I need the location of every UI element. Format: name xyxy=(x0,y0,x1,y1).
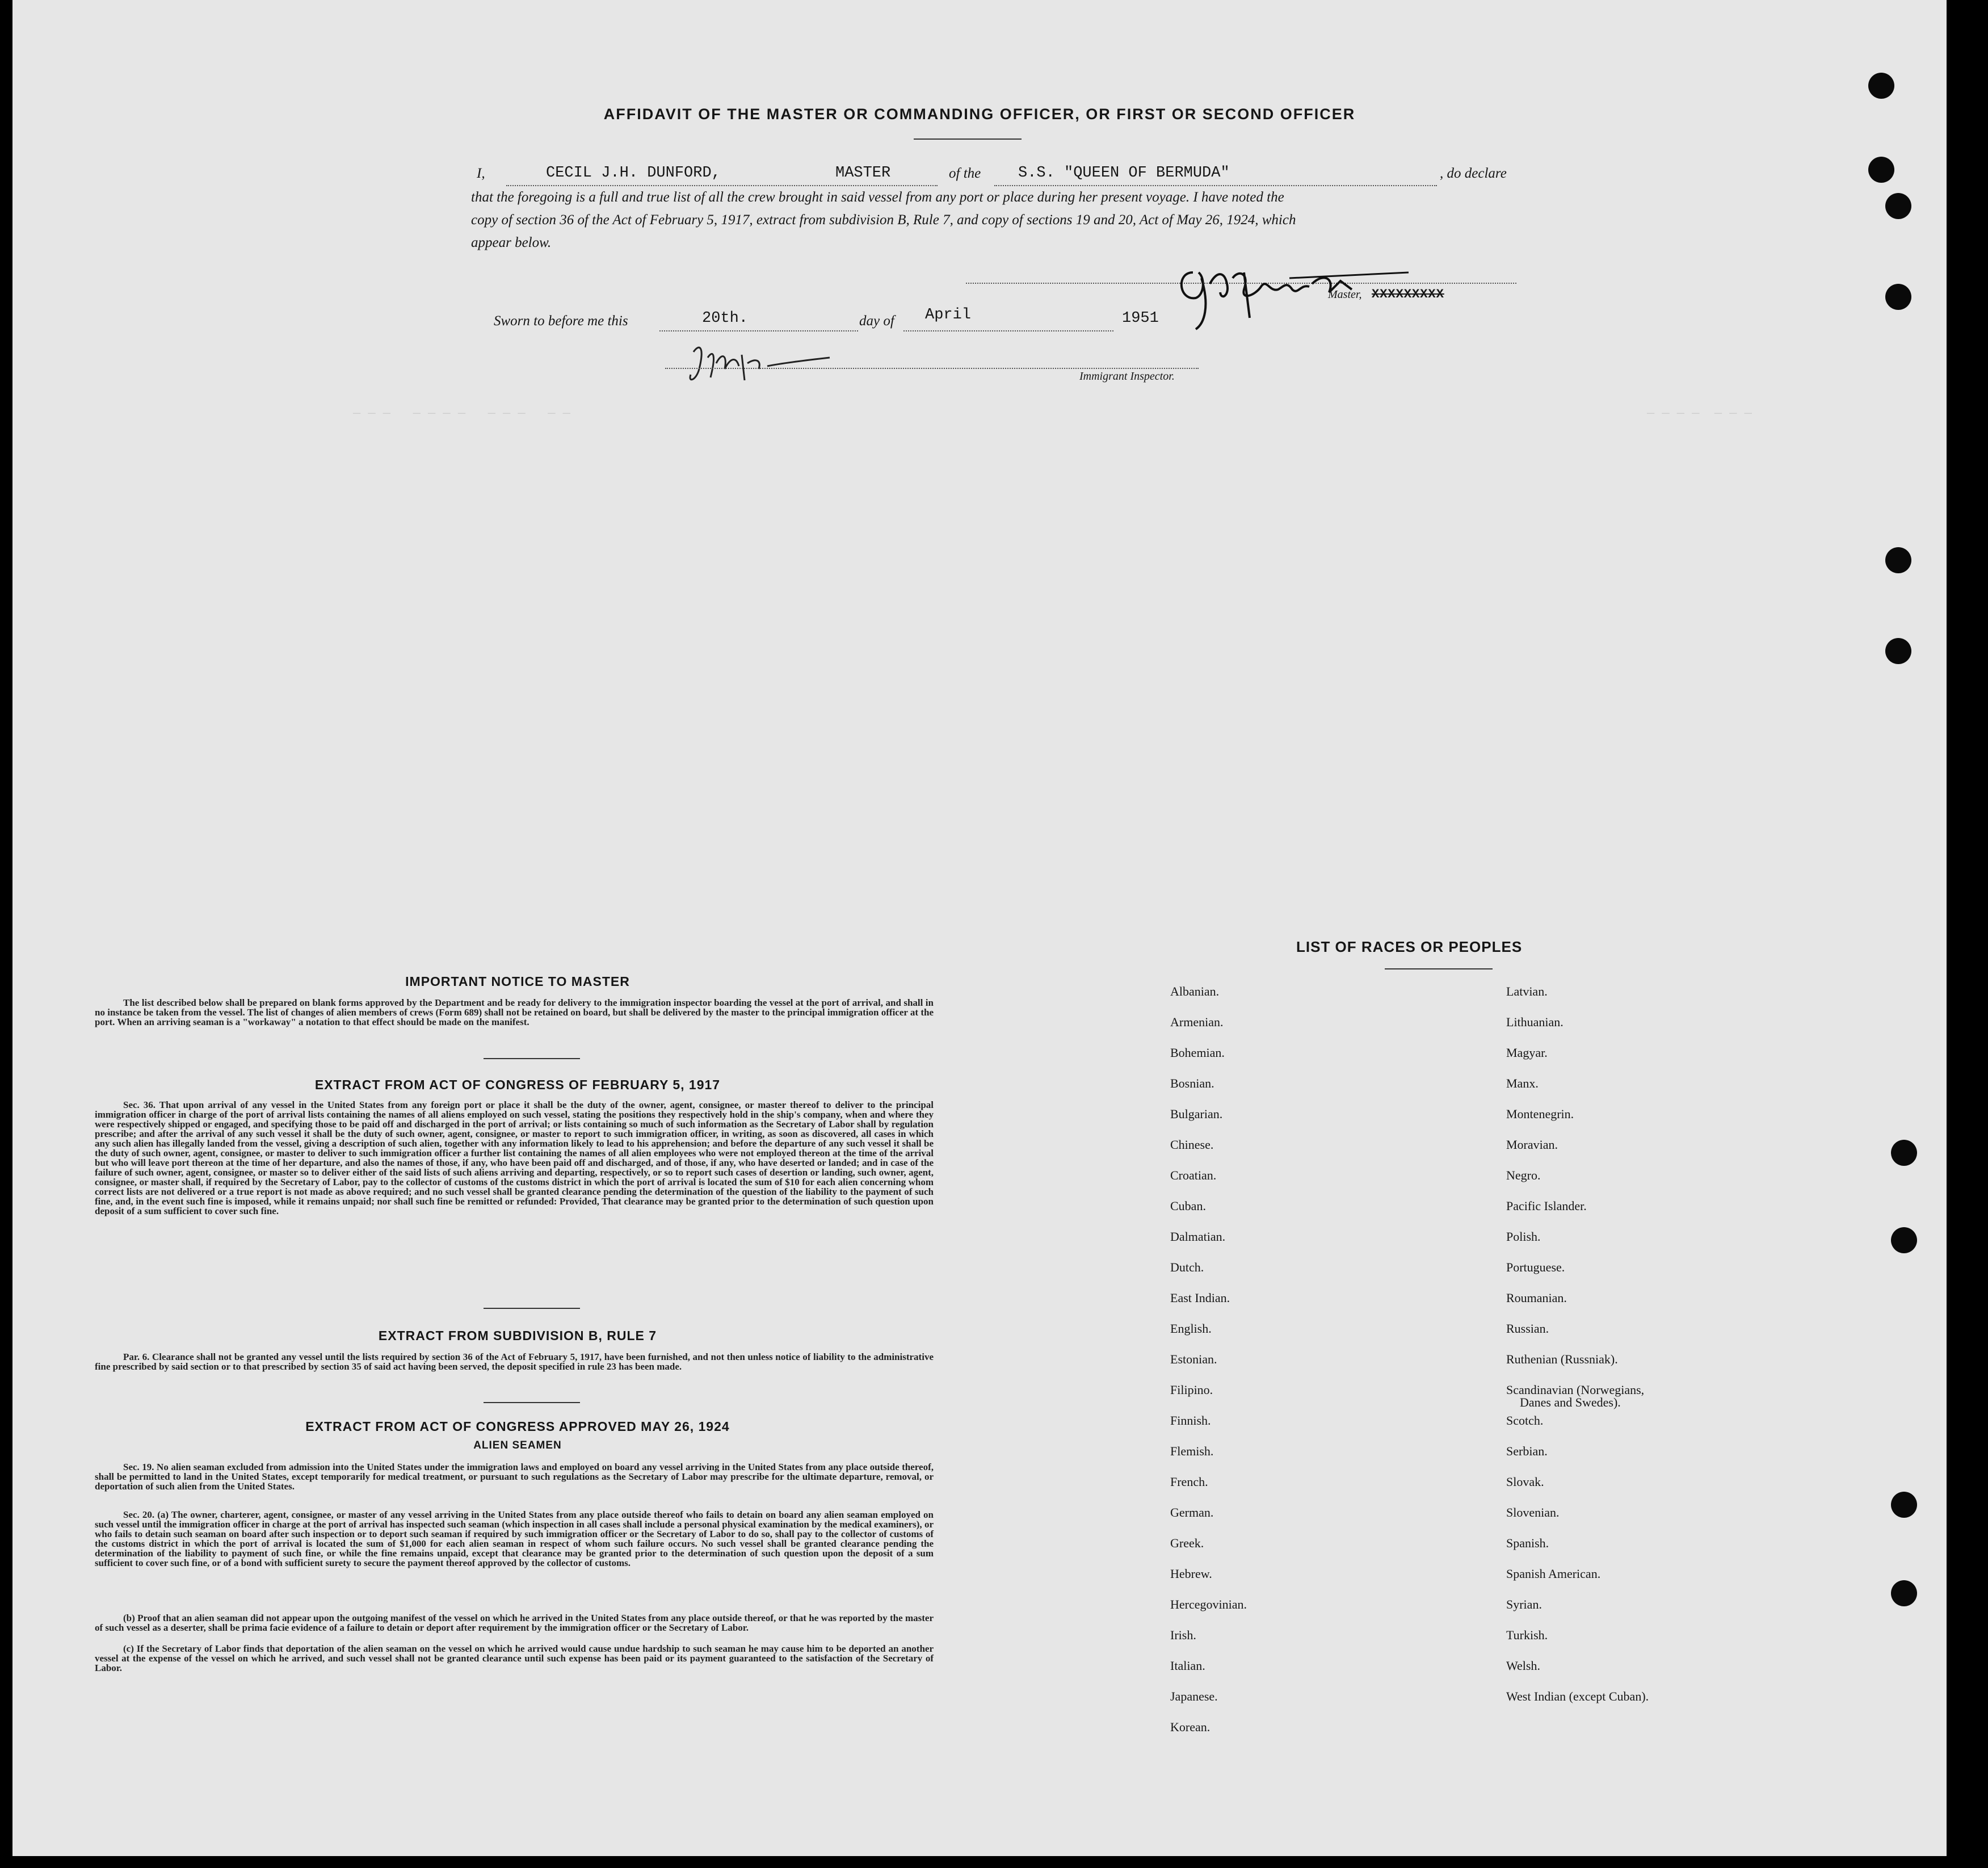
race-item-left: Bulgarian. xyxy=(1170,1107,1223,1121)
sworn-month: April xyxy=(925,307,972,324)
sworn-day: 20th. xyxy=(702,310,749,327)
binder-hole xyxy=(1868,157,1894,183)
document-page xyxy=(12,0,1947,1856)
notice-title: IMPORTANT NOTICE TO MASTER xyxy=(405,974,630,989)
race-item-right: Polish. xyxy=(1506,1229,1541,1244)
extract-1917-divider xyxy=(484,1308,580,1309)
race-item-left: Hercegovinian. xyxy=(1170,1597,1247,1611)
race-item-right: Syrian. xyxy=(1506,1597,1542,1611)
race-item-right: Turkish. xyxy=(1506,1628,1548,1642)
binder-hole xyxy=(1891,1227,1917,1253)
inspector-label: Immigrant Inspector. xyxy=(1079,370,1175,383)
binder-hole xyxy=(1885,284,1911,310)
race-item-left: Bosnian. xyxy=(1170,1076,1214,1090)
of-the-label: of the xyxy=(949,166,981,181)
sworn-label: Sworn to before me this xyxy=(494,313,628,329)
binder-hole xyxy=(1891,1492,1917,1518)
race-item-left: Armenian. xyxy=(1170,1015,1224,1029)
race-item-left: Flemish. xyxy=(1170,1444,1214,1458)
vessel-name: S.S. "QUEEN OF BERMUDA" xyxy=(1018,165,1230,182)
race-item-right: Manx. xyxy=(1506,1076,1539,1090)
race-item-left: Bohemian. xyxy=(1170,1046,1225,1060)
race-item-left: German. xyxy=(1170,1505,1214,1519)
vessel-dotted-line xyxy=(994,185,1437,186)
race-item-right: Pacific Islander. xyxy=(1506,1199,1587,1213)
race-item-right: Slovenian. xyxy=(1506,1505,1560,1519)
extract-1917-text: Sec. 36. That upon arrival of any vessel in the United States from any foreign port or place it shall be the duty of the owner, agent, consignee, or master thereof to deliver to the principal immigration officer in charge of the port of arrival lists containing the names of all aliens employed on such vessel, stating the positions they respectively hold in the ship's company, when and where they were respectively shipped or engaged, and specifying those to be paid off and discharged in the port of arrival; or lists containing so much of such information as the Secretary of Labor shall by regulation prescribe; and after the arrival of any such vessel it shall be the duty of such owner, agent, consignee, or master to report to such immigration officer, in writing, as soon as discovered, all cases in which any such alien has illegally landed from the vessel, giving a description of such alien, together with any information likely to lead to his apprehension; and before the departure of any such vessel it shall be the duty of such owner, agent, consignee, or master to deliver to such immigration officer a further list containing the names of all alien employees who were not employed thereon at the time of the arrival but who will leave port thereon at the time of her departure, and also the names of those, if any, who have been paid off and discharged, and of those, if any, who have deserted or landed; and in case of the failure of such owner, agent, consignee, or master so to deliver either of the said lists of such aliens arriving and departing, respectively, or so to report such cases of desertion or landing, such owner, agent, consignee, or master shall, if required by the Secretary of Labor, pay to the collector of customs of the customs district in which the port of arrival is located the sum of $10 for each alien concerning whom correct lists are not delivered or a true report is not made as above required; and no such vessel shall be granted clearance pending the determination of the question of the liability to the payment of such fine, and, in the event such fine is imposed, while it remains unpaid; nor shall such fine be remitted or refunded: Provided, That clearance may be granted prior to the determination of such question upon deposit of a sum sufficient to cover such fine. xyxy=(95,1099,934,1216)
master-signature xyxy=(1170,238,1431,335)
race-item-left: Cuban. xyxy=(1170,1199,1206,1213)
name-dotted-line xyxy=(506,185,938,186)
race-item-left: French. xyxy=(1170,1475,1208,1489)
sec-20c-text: (c) If the Secretary of Labor finds that deportation of the alien seaman on the vessel on which he arrived would cause undue hardship to such seaman he may cause him to be deported an another vessel at the expense of the vessel on which he arrived, and such vessel shall not be granted clearance until such expense has been paid or its payment guaranteed to the satisfaction of the Secretary of Labor. xyxy=(95,1643,934,1673)
affidavit-line-3: copy of section 36 of the Act of February 5, 1917, extract from subdivision B, Rule 7, and copy of sections 19 and 20, Act of May 26, 1924, which xyxy=(471,212,1296,228)
race-item-left: Irish. xyxy=(1170,1628,1196,1642)
race-item-right: Lithuanian. xyxy=(1506,1015,1563,1029)
race-item-left: Dutch. xyxy=(1170,1260,1204,1274)
affidavit-line-2: that the foregoing is a full and true list of all the crew brought in said vessel from any port or place during her present voyage. I have noted the xyxy=(471,190,1284,205)
race-item-left: Japanese. xyxy=(1170,1689,1218,1703)
affidavit-title: AFFIDAVIT OF THE MASTER OR COMMANDING OFFICER, OR FIRST OR SECOND OFFICER xyxy=(603,106,1356,123)
race-item-right: Montenegrin. xyxy=(1506,1107,1574,1121)
affidavit-i: I, xyxy=(477,166,485,181)
sworn-day-line xyxy=(659,330,858,331)
binder-hole xyxy=(1885,547,1911,573)
extract-1917-title: EXTRACT FROM ACT OF CONGRESS OF FEBRUARY 5, 1917 xyxy=(314,1077,721,1092)
race-item-right: Spanish American. xyxy=(1506,1567,1601,1581)
master-name: CECIL J.H. DUNFORD, xyxy=(546,165,721,182)
sec-20b-text: (b) Proof that an alien seaman did not appear upon the outgoing manifest of the vessel on which he arrived in the United States from any place outside thereof, or that he was reported by the master of such vessel as a deserter, shall be prima facie evidence of a failure to detain or deport after requirement by the immigration officer or the Secretary of Labor. xyxy=(95,1613,934,1633)
sworn-month-line xyxy=(903,330,1113,331)
race-item-left: East Indian. xyxy=(1170,1291,1230,1305)
race-item-right: Latvian. xyxy=(1506,984,1548,998)
binder-hole xyxy=(1885,638,1911,664)
scan-border-bottom xyxy=(0,1856,1988,1868)
alien-seamen-subtitle: ALIEN SEAMEN xyxy=(473,1439,562,1451)
title-divider xyxy=(914,138,1022,140)
binder-hole xyxy=(1885,193,1911,219)
race-item-left: Hebrew. xyxy=(1170,1567,1212,1581)
race-item-left: Croatian. xyxy=(1170,1168,1217,1182)
subdivision-divider xyxy=(484,1402,580,1403)
bleed-through-2: — — — — — — — xyxy=(1647,406,1752,421)
race-item-right: Russian. xyxy=(1506,1321,1549,1336)
race-item-left: Chinese. xyxy=(1170,1137,1214,1152)
race-item-right: Serbian. xyxy=(1506,1444,1548,1458)
extract-1924-title: EXTRACT FROM ACT OF CONGRESS APPROVED MAY 26, 1924 xyxy=(305,1419,730,1434)
inspector-signature-line xyxy=(665,368,1199,369)
race-item-left: Greek. xyxy=(1170,1536,1204,1550)
race-item-right: Welsh. xyxy=(1506,1659,1540,1673)
race-item-left: English. xyxy=(1170,1321,1212,1336)
binder-hole xyxy=(1891,1140,1917,1166)
races-divider xyxy=(1385,968,1493,969)
subdivision-text: Par. 6. Clearance shall not be granted any vessel until the lists required by section 36 of the Act of February 5, 1917, have been furnished, and not then unless notice of liability to the administrative fine prescribed by said section or to that prescribed by section 35 of said act having been served, the deposit specified in rule 23 has been made. xyxy=(95,1351,934,1372)
race-item-right: Spanish. xyxy=(1506,1536,1549,1550)
binder-hole xyxy=(1868,73,1894,99)
notice-text: The list described below shall be prepared on blank forms approved by the Department and be ready for delivery to the immigration inspector boarding the vessel at the port of arrival, and shall in no instance be taken from the vessel. The list of changes of alien members of crews (Form 689) shall not be retained on board, but shall be delivered by the master to the principal immigration officer at the port. When an arriving seaman is a "workaway" a notation to that effect should be made on the manifest. xyxy=(95,997,934,1027)
day-of-label: day of xyxy=(859,313,894,329)
do-declare-label: , do declare xyxy=(1440,166,1507,181)
race-item-right: Scandinavian (Norwegians, xyxy=(1506,1383,1645,1397)
race-item-right: Danes and Swedes). xyxy=(1520,1395,1621,1409)
race-item-left: Filipino. xyxy=(1170,1383,1213,1397)
race-item-left: Finnish. xyxy=(1170,1413,1211,1428)
race-item-right: Slovak. xyxy=(1506,1475,1544,1489)
race-item-right: Scotch. xyxy=(1506,1413,1544,1428)
master-label: Master, xyxy=(1328,288,1362,301)
inspector-signature xyxy=(682,335,852,392)
subdivision-title: EXTRACT FROM SUBDIVISION B, RULE 7 xyxy=(378,1328,657,1343)
races-title: LIST OF RACES OR PEOPLES xyxy=(1296,938,1523,955)
race-item-left: Albanian. xyxy=(1170,984,1220,998)
race-item-right: Roumanian. xyxy=(1506,1291,1567,1305)
race-item-left: Italian. xyxy=(1170,1659,1205,1673)
race-item-right: West Indian (except Cuban). xyxy=(1506,1689,1649,1703)
affidavit-line-4: appear below. xyxy=(471,235,552,250)
race-item-right: Portuguese. xyxy=(1506,1260,1565,1274)
master-rank: MASTER xyxy=(835,165,891,182)
race-item-right: Negro. xyxy=(1506,1168,1541,1182)
race-item-right: Ruthenian (Russniak). xyxy=(1506,1352,1618,1366)
bleed-through-1: — — — — — — — — — — — — xyxy=(353,406,570,421)
race-item-left: Korean. xyxy=(1170,1720,1211,1734)
race-item-left: Dalmatian. xyxy=(1170,1229,1226,1244)
binder-hole xyxy=(1891,1580,1917,1606)
sworn-year: 1951 xyxy=(1122,310,1159,327)
sec-19-text: Sec. 19. No alien seaman excluded from admission into the United States under the immigration laws and employed on board any vessel arriving in the United States from any place outside thereof, shall be permitted to land in the United States, except temporarily for medical treatment, or pursuant to such regulations as the Secretary of Labor may prescribe for the ultimate departure, removal, or deportation of such alien from the United States. xyxy=(95,1462,934,1492)
notice-divider xyxy=(484,1058,580,1059)
struck-title-text: XXXXXXXXX xyxy=(1372,287,1444,301)
sec-20a-text: Sec. 20. (a) The owner, charterer, agent, consignee, or master of any vessel arriving in the United States from any place outside thereof who fails to detain on board any alien seaman employed on such vessel until the immigration officer in charge at the port of arrival has inspected such seaman (which inspection in all cases shall include a personal physical examination by the medical examiners), or who fails to detain such seaman on board after such inspection or to deport such seaman if required by such immigration officer or the Secretary of Labor to do so, shall pay to the collector of customs of the customs district in which the port of arrival is located the sum of $1,000 for each alien seaman in respect of whom such failure occurs. No such vessel shall be granted clearance pending the determination of the liability to payment of such fine, or while the fine remains unpaid, except that clearance may be granted prior to the determination of such question upon the deposit of a sum sufficient to cover such fine, or of a bond with sufficient surety to secure the payment thereof approved by the collector of customs. xyxy=(95,1509,934,1568)
race-item-left: Estonian. xyxy=(1170,1352,1217,1366)
race-item-right: Moravian. xyxy=(1506,1137,1558,1152)
race-item-right: Magyar. xyxy=(1506,1046,1548,1060)
